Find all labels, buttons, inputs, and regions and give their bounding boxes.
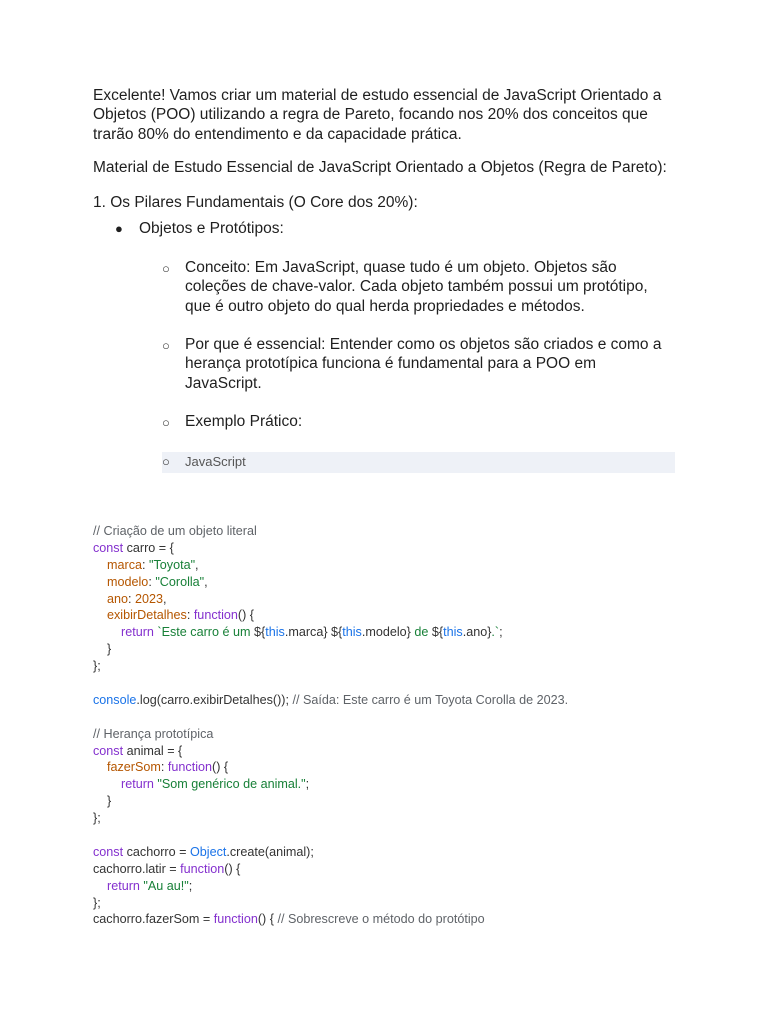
code-token: return (107, 878, 140, 893)
code-token: fazerSom (107, 760, 161, 775)
intro-paragraph: Excelente! Vamos criar um material de estudo essencial de JavaScript Orientado a Objetos (POO) utilizando a regra de Pareto, focando nos 20% dos conceitos que trarão 80% do entendimento e da capacidade prática. (93, 87, 662, 143)
sub-item-why (162, 335, 662, 393)
sub-item-concept (162, 258, 662, 316)
code-token: } (93, 642, 112, 657)
sub-item-marker: ○ (162, 338, 170, 353)
code-line (93, 658, 733, 675)
code-line (93, 776, 733, 793)
sub-item-text: Por que é essencial: Entender como os objetos são criados e como a herança prototípica funciona é fundamental para a POO em JavaScript. (185, 336, 662, 392)
code-token: ; (305, 777, 310, 792)
code-line (93, 523, 733, 540)
code-line (93, 911, 733, 928)
sub-item-example (162, 412, 662, 431)
code-token: : (148, 574, 156, 589)
code-token: return (121, 777, 154, 792)
code-line (93, 726, 733, 743)
code-token: this (443, 625, 463, 640)
code-token: : (142, 557, 149, 572)
section-title: 1. Os Pilares Fundamentais (O Core dos 20%): (93, 194, 418, 211)
code-token: "Au au!" (143, 878, 189, 893)
code-block-marker: ○ (162, 454, 170, 469)
code-token: () { (224, 861, 241, 876)
code-token: exibirDetalhes (107, 608, 187, 623)
code-token: cachorro.fazerSom = (93, 912, 214, 927)
code-token: .` (491, 625, 500, 640)
code-line (93, 557, 733, 574)
code-token: console (93, 692, 137, 707)
code-token: const (93, 844, 124, 859)
code-token: , (204, 574, 208, 589)
code-line (93, 641, 733, 658)
code-token: animal = { (123, 743, 183, 758)
code-token: cachorro.latir = (93, 861, 181, 876)
code-token: const (93, 743, 124, 758)
code-token: Object (189, 844, 227, 859)
code-token: function (180, 861, 225, 876)
code-token (93, 760, 107, 774)
code-token: function (193, 608, 238, 623)
code-token: "Toyota" (149, 557, 196, 572)
sub-item-text: Exemplo Prático: (185, 413, 303, 430)
code-token (93, 879, 107, 893)
code-token: function (213, 912, 258, 927)
code-token (93, 575, 107, 589)
code-token: }; (93, 659, 101, 674)
code-line (93, 709, 733, 726)
code-line (93, 895, 733, 912)
code-token (93, 777, 121, 791)
code-token: }; (93, 895, 101, 910)
code-line (93, 878, 733, 895)
code-line (93, 743, 733, 760)
code-token: : (160, 760, 168, 775)
code-token: `Este carro é um (157, 625, 254, 640)
code-line (93, 844, 733, 861)
code-token: cachorro = (123, 844, 190, 859)
code-token: carro = { (123, 540, 174, 555)
code-token: ${ (431, 625, 444, 640)
code-token: return (121, 625, 154, 640)
code-line (93, 759, 733, 776)
code-block-header (162, 452, 675, 473)
code-token: () { (237, 608, 255, 623)
sub-item-marker: ○ (162, 261, 170, 276)
code-token: "Corolla" (155, 574, 205, 589)
document-heading: Material de Estudo Essencial de JavaScript Orientado a Objetos (Regra de Pareto): (93, 159, 667, 176)
code-token: modelo (107, 574, 149, 589)
code-token: .create(animal); (226, 844, 314, 859)
code-token: .ano} (462, 625, 492, 640)
code-token: // Sobrescreve o método do protótipo (277, 912, 485, 927)
bullet-marker: ● (115, 221, 123, 236)
code-line (93, 827, 733, 844)
code-token: ${ (254, 625, 266, 640)
code-token: ; (499, 625, 503, 640)
code-token: .log(carro.exibirDetalhes()); (136, 692, 293, 707)
code-token: 2023 (135, 591, 164, 606)
code-token: "Som genérico de animal." (157, 777, 306, 792)
code-token: // Saída: Este carro é um Toyota Corolla de 2023. (292, 692, 569, 707)
code-token: ano (107, 591, 129, 606)
code-line (93, 810, 733, 827)
code-token: .modelo} (361, 625, 415, 640)
code-token: ; (188, 878, 193, 893)
code-token: const (93, 540, 124, 555)
code-token: function (167, 760, 213, 775)
code-line (93, 591, 733, 608)
code-token: this (342, 625, 362, 640)
code-token: // Criação de um objeto literal (93, 524, 257, 538)
code-token (93, 592, 107, 606)
code-line (93, 624, 733, 641)
code-token: () { (257, 912, 278, 927)
sub-item-text: Conceito: Em JavaScript, quase tudo é um objeto. Objetos são coleções de chave-valor. Cada objeto também possui um protótipo, que é outro objeto do qual herda propriedades e métodos. (185, 259, 648, 315)
code-block (93, 523, 733, 928)
code-token: .marca} ${ (284, 625, 343, 640)
code-line (93, 607, 733, 624)
code-token: de (414, 625, 432, 640)
code-line (93, 793, 733, 810)
code-line (93, 540, 733, 557)
code-token (93, 608, 107, 622)
sub-item-marker: ○ (162, 415, 170, 430)
code-token: , (195, 557, 199, 572)
code-token: }; (93, 811, 101, 826)
code-line (93, 675, 733, 692)
code-token: this (265, 625, 285, 640)
code-token: marca (107, 557, 142, 572)
code-token (93, 625, 121, 639)
code-token: } (93, 794, 112, 809)
code-line (93, 692, 733, 709)
code-token: // Herança prototípica (93, 726, 214, 741)
code-line (93, 574, 733, 591)
code-token: , (163, 591, 167, 606)
code-token: : (186, 608, 194, 623)
code-line (93, 861, 733, 878)
code-token: () { (212, 760, 229, 775)
code-language-label: JavaScript (185, 454, 246, 469)
code-token: : (128, 591, 136, 606)
bullet-label: Objetos e Protótipos: (139, 220, 284, 237)
code-token (93, 558, 107, 572)
